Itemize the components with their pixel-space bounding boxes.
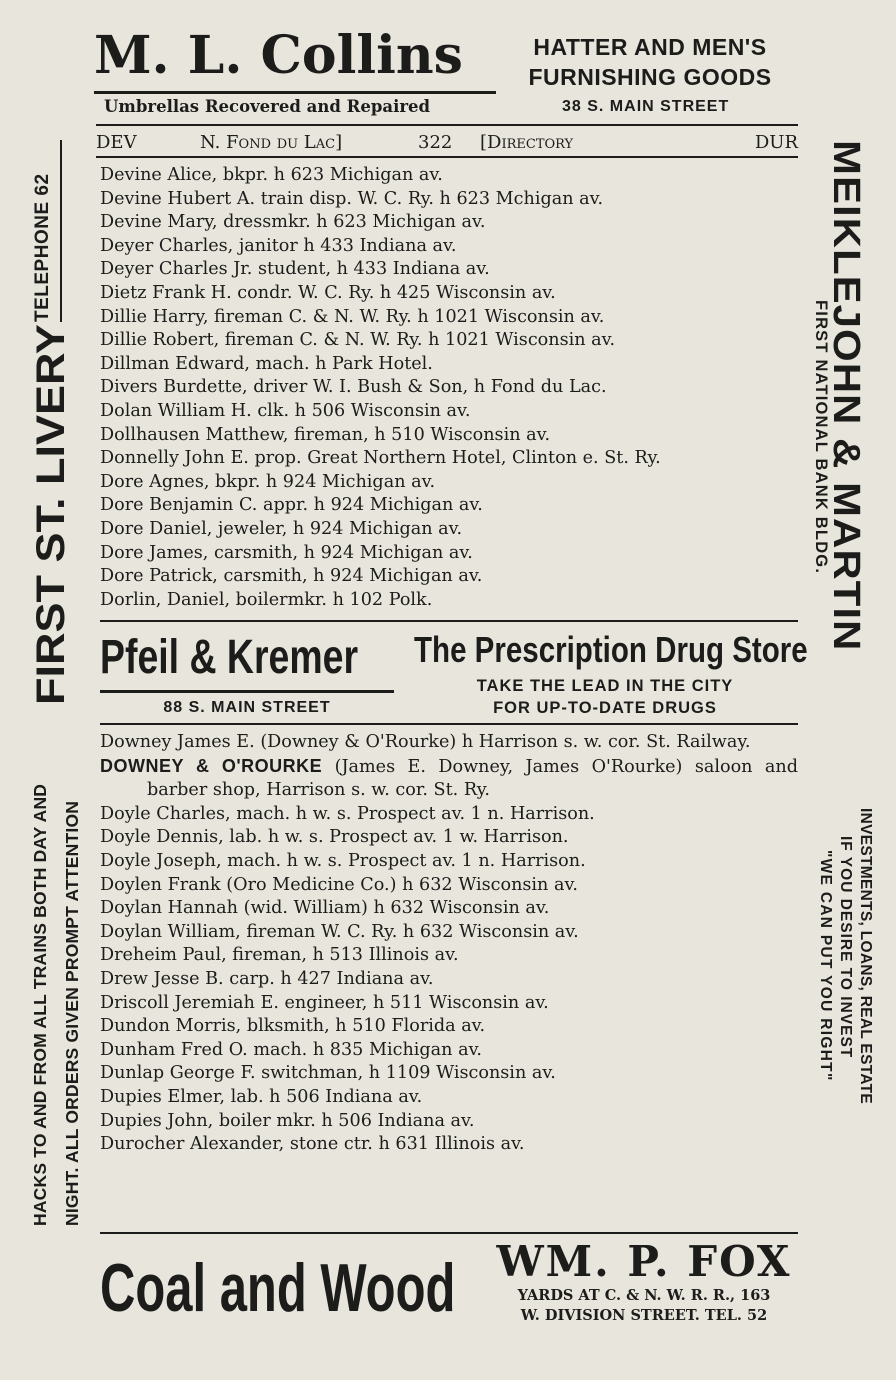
directory-entries-bottom: [100, 731, 798, 1157]
collins-underline: [94, 91, 496, 94]
pfeil-kremer-address: 88 S. MAIN STREET: [163, 699, 331, 716]
pfeil-kremer-underline: [100, 690, 394, 693]
drug-store-subline-2: FOR UP-TO-DATE DRUGS: [493, 699, 717, 717]
downey-orourke-detail: (James E. Downey, James O'Rourke) saloon and barber shop, Harrison s. w. cor. St. Ry.: [147, 756, 799, 801]
list-item: Doylan William, fireman W. C. Ry. h 632 Wisconsin av.: [100, 921, 579, 942]
list-item: Devine Mary, dressmkr. h 623 Michigan av.: [100, 212, 486, 233]
middle-ad-bottom-rule: [100, 723, 798, 725]
livery-hacks-line: HACKS TO AND FROM ALL TRAINS BOTH DAY AND: [30, 783, 50, 1226]
list-item: Dore James, carsmith, h 924 Michigan av.: [100, 542, 473, 563]
meiklejohn-building: FIRST NATIONAL BANK BLDG.: [812, 300, 830, 575]
livery-telephone-rule: [60, 140, 62, 322]
list-item: Dunlap George F. switchman, h 1109 Wisconsin av.: [100, 1063, 556, 1084]
list-item: Doyle Charles, mach. h w. s. Prospect av. 1 n. Harrison.: [100, 803, 595, 824]
list-item: Dillman Edward, mach. h Park Hotel.: [100, 353, 433, 374]
list-item: Divers Burdette, driver W. I. Bush & Son, h Fond du Lac.: [100, 377, 607, 398]
list-item: [100, 755, 798, 803]
meiklejohn-desire: IF YOU DESIRE TO INVEST: [837, 836, 854, 1059]
middle-ad-top-rule: [100, 620, 798, 622]
list-item: Drew Jesse B. carp. h 427 Indiana av.: [100, 968, 434, 989]
list-item: Doyle Joseph, mach. h w. s. Prospect av. 1 n. Harrison.: [100, 850, 586, 871]
list-item: Dore Benjamin C. appr. h 924 Michigan av.: [100, 495, 483, 516]
livery-telephone: TELEPHONE 62: [32, 173, 53, 322]
collins-umbrellas: Umbrellas Recovered and Repaired: [104, 97, 431, 116]
list-item: Dolan William H. clk. h 506 Wisconsin av.: [100, 400, 471, 421]
fox-name: WM. P. FOX: [496, 1237, 792, 1286]
meiklejohn-martin: MEIKLEJOHN & MARTIN: [825, 140, 869, 652]
fox-yards: YARDS AT C. & N. W. R. R., 163: [517, 1287, 771, 1304]
collins-address: 38 S. MAIN STREET: [562, 98, 730, 115]
running-head: [96, 130, 798, 156]
collins-tagline-2: FURNISHING GOODS: [528, 64, 772, 90]
running-head-city: N. Fond du Lac]: [200, 132, 343, 153]
collins-tagline-1: HATTER AND MEN'S: [533, 34, 767, 60]
list-item: Doyle Dennis, lab. h w. s. Prospect av. 1 w. Harrison.: [100, 827, 569, 848]
list-item: Driscoll Jeremiah E. engineer, h 511 Wisconsin av.: [100, 992, 549, 1013]
pfeil-kremer-name: Pfeil & Kremer: [100, 631, 359, 684]
fox-street: W. DIVISION STREET. TEL. 52: [520, 1307, 768, 1324]
list-item: Dore Daniel, jeweler, h 924 Michigan av.: [100, 518, 463, 539]
list-item: Deyer Charles, janitor h 433 Indiana av.: [100, 235, 457, 256]
list-item: Devine Hubert A. train disp. W. C. Ry. h 623 Mchigan av.: [100, 188, 604, 209]
collins-name: M. L. Collins: [94, 25, 463, 86]
running-head-rule: [96, 156, 798, 158]
list-item: Doylen Frank (Oro Medicine Co.) h 632 Wisconsin av.: [100, 874, 578, 895]
list-item: Deyer Charles Jr. student, h 433 Indiana av.: [100, 259, 490, 280]
collins-tagline: [510, 32, 790, 92]
top-ad-divider: [96, 124, 798, 126]
meiklejohn-investments: INVESTMENTS, LOANS, REAL ESTATE: [857, 808, 874, 1105]
list-item: Devine Alice, bkpr. h 623 Michigan av.: [100, 165, 443, 185]
list-item: Dunham Fred O. mach. h 835 Michigan av.: [100, 1039, 483, 1060]
drug-store-headline: The Prescription Drug Store: [414, 629, 808, 670]
running-head-left: DEV: [96, 132, 137, 153]
list-item: Durocher Alexander, stone ctr. h 631 Illinois av.: [100, 1134, 525, 1155]
directory-entries-top: [100, 164, 798, 612]
bottom-ad-top-rule: [100, 1232, 798, 1234]
list-item: Dupies Elmer, lab. h 506 Indiana av.: [100, 1086, 423, 1107]
list-item: Dorlin, Daniel, boilermkr. h 102 Polk.: [100, 589, 433, 610]
list-item: Doylan Hannah (wid. William) h 632 Wisconsin av.: [100, 898, 550, 919]
page-number: 322: [418, 132, 453, 153]
list-item: Donnelly John E. prop. Great Northern Hotel, Clinton e. St. Ry.: [100, 448, 661, 469]
drug-store-subline-1: TAKE THE LEAD IN THE CITY: [476, 677, 734, 695]
meiklejohn-slogan: "WE CAN PUT YOU RIGHT": [817, 850, 834, 1082]
list-item: Downey James E. (Downey & O'Rourke) h Harrison s. w. cor. St. Railway.: [100, 732, 751, 752]
drug-store-subline: [420, 675, 790, 719]
list-item: Dillie Robert, fireman C. & N. W. Ry. h 1021 Wisconsin av.: [100, 330, 616, 351]
running-head-section: [Directory: [480, 132, 574, 153]
downey-orourke-caps: DOWNEY & O'ROURKE: [100, 755, 323, 776]
list-item: Dietz Frank H. condr. W. C. Ry. h 425 Wisconsin av.: [100, 282, 556, 303]
list-item: Dollhausen Matthew, fireman, h 510 Wisconsin av.: [100, 424, 551, 445]
list-item: Dreheim Paul, fireman, h 513 Illinois av.: [100, 945, 459, 966]
list-item: Dore Patrick, carsmith, h 924 Michigan av.: [100, 566, 483, 587]
list-item: Dore Agnes, bkpr. h 924 Michigan av.: [100, 471, 436, 492]
list-item: Dillie Harry, fireman C. & N. W. Ry. h 1021 Wisconsin av.: [100, 306, 605, 327]
running-head-right: DUR: [754, 132, 798, 153]
list-item: Dundon Morris, blksmith, h 510 Florida av.: [100, 1016, 486, 1037]
list-item: Dupies John, boiler mkr. h 506 Indiana av.: [100, 1110, 475, 1131]
livery-orders-line: NIGHT. ALL ORDERS GIVEN PROMPT ATTENTION: [62, 800, 82, 1226]
first-st-livery: FIRST ST. LIVERY: [27, 324, 73, 705]
coal-and-wood: Coal and Wood: [100, 1250, 456, 1326]
